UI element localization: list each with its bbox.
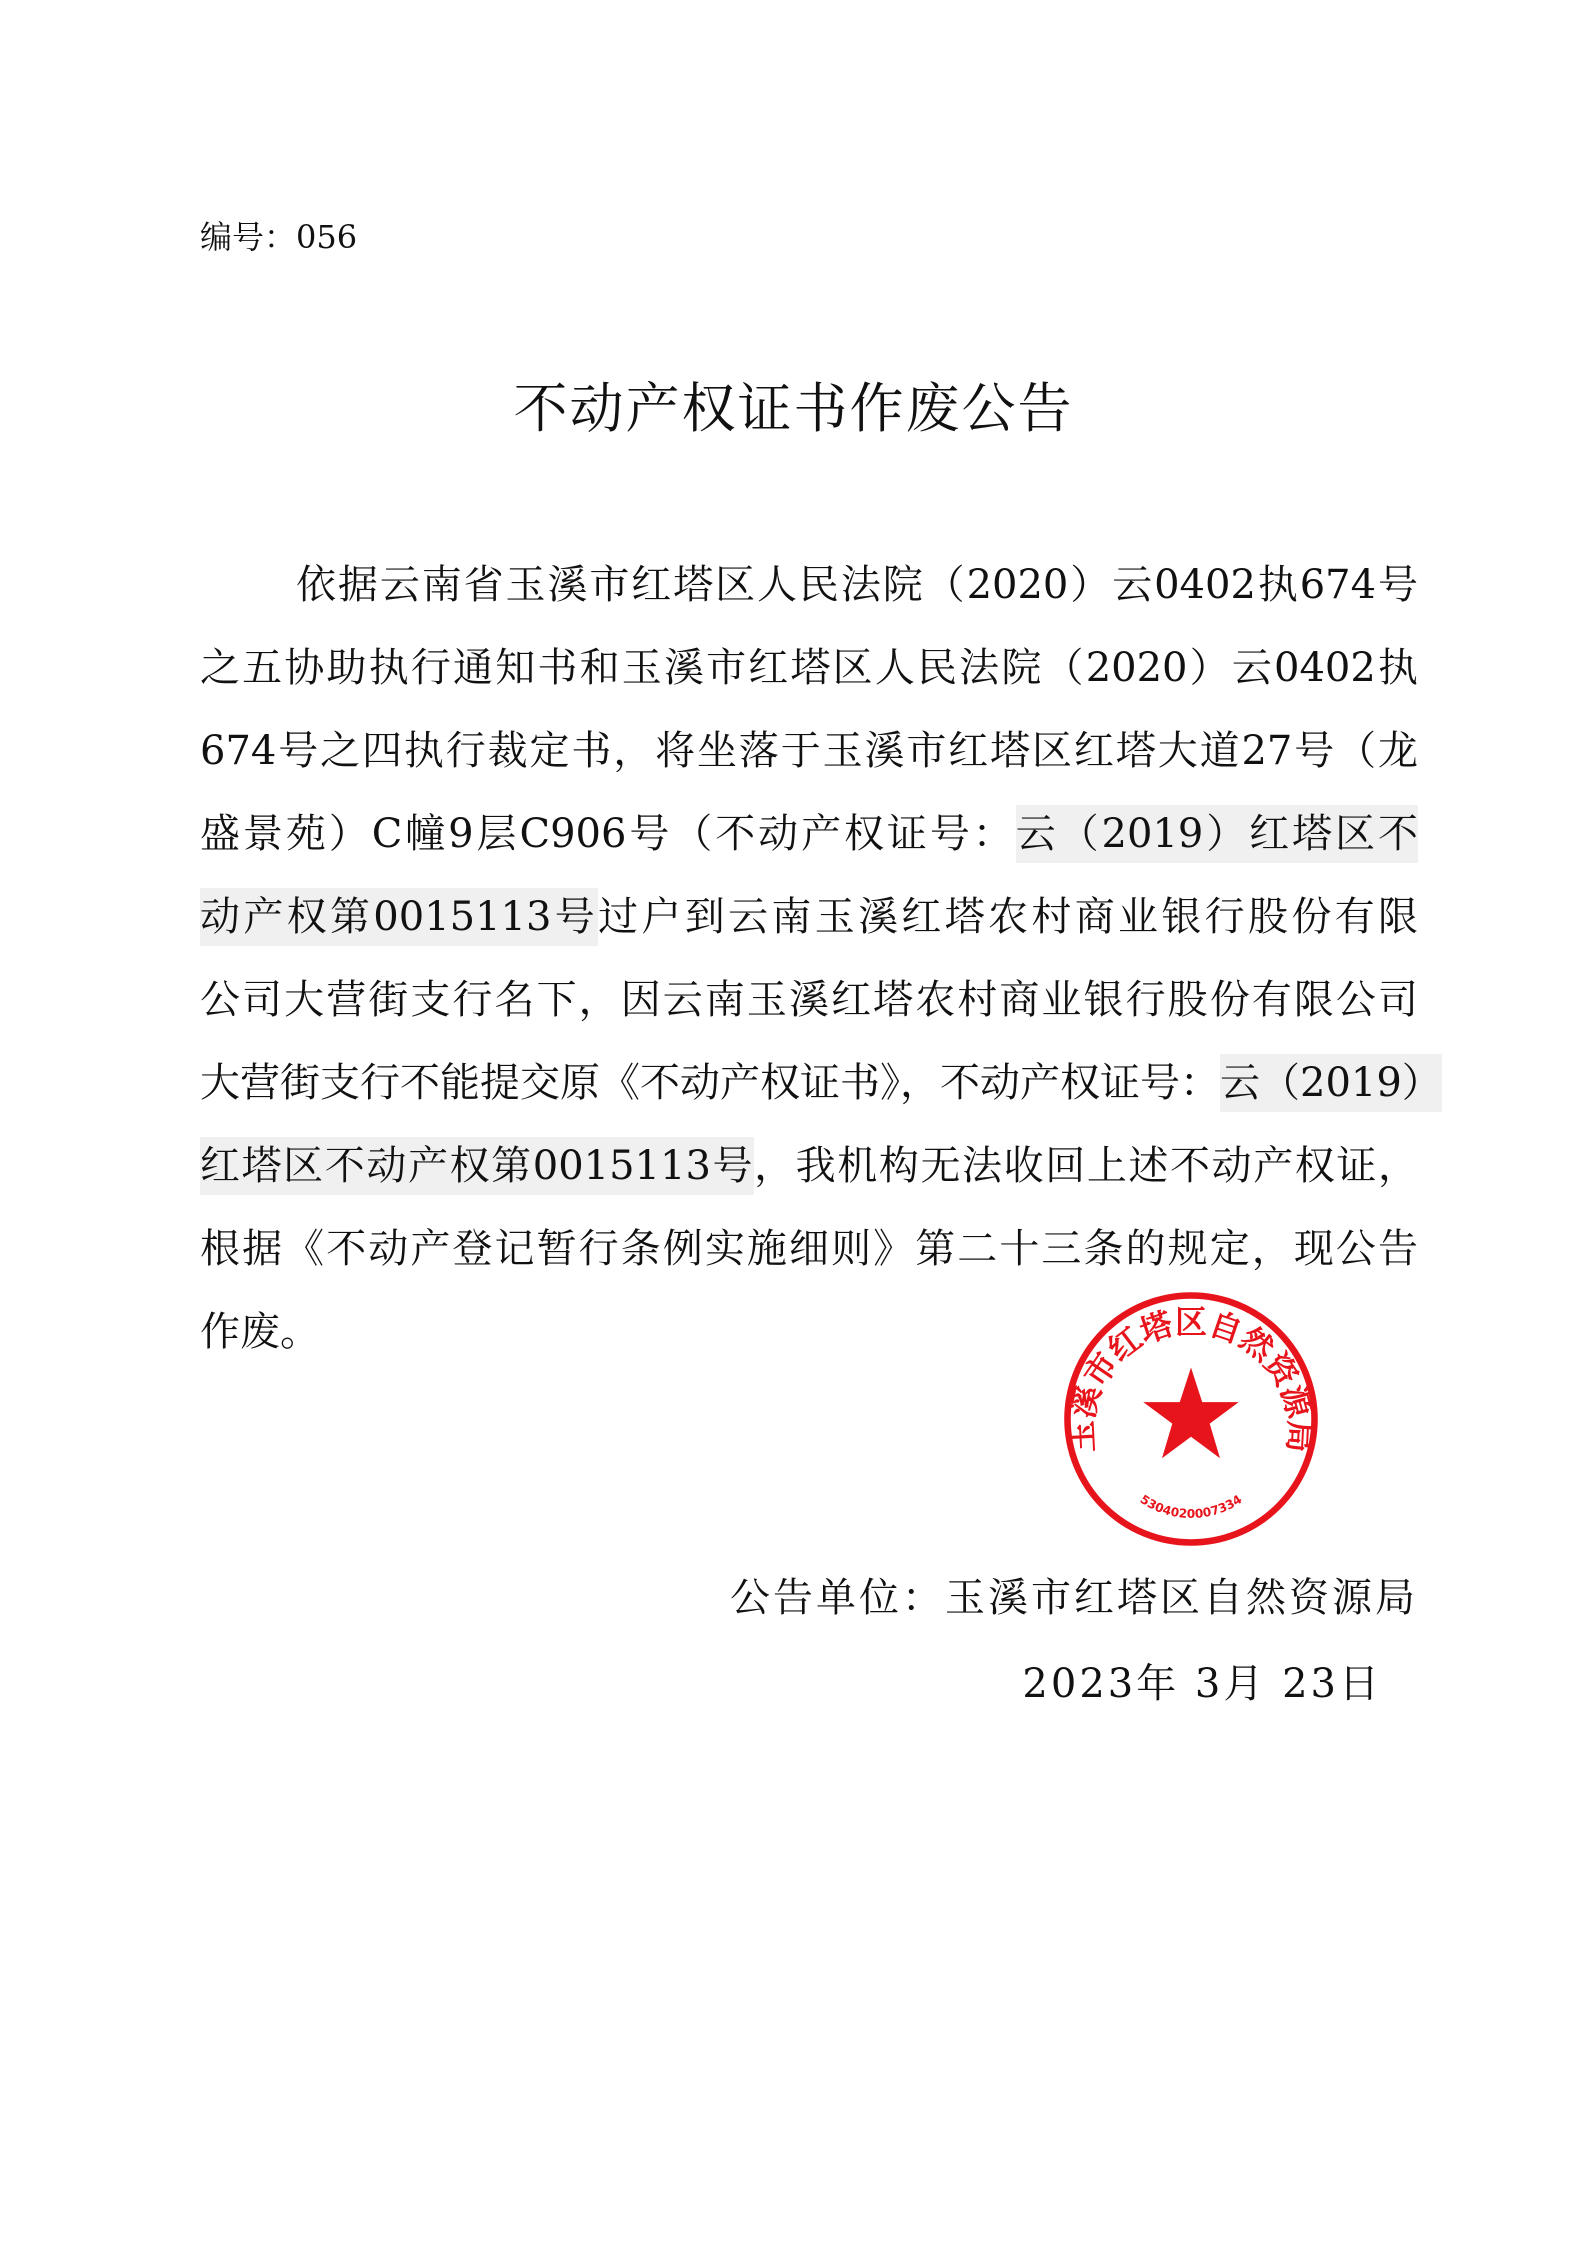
svg-text:玉溪市红塔区自然资源局: 玉溪市红塔区自然资源局 bbox=[1062, 1302, 1320, 1454]
body-text: 作废。 bbox=[200, 1309, 320, 1355]
certificate-number-highlight: 云（2019）红塔区不 bbox=[1016, 805, 1418, 863]
body-text: 大营街支行不能提交原《不动产权证书》，不动产权证号： bbox=[200, 1060, 1220, 1106]
body-text: 盛景苑）C幢9层C906号（不动产权证号： bbox=[200, 811, 1016, 857]
body-line bbox=[200, 1058, 1442, 1141]
page-title: 不动产权证书作废公告 bbox=[513, 377, 1074, 440]
document-number: 编号：056 bbox=[200, 218, 358, 256]
body-line bbox=[200, 560, 1418, 643]
certificate-number-highlight: 红塔区不动产权第0015113号 bbox=[200, 1137, 754, 1195]
body-text: 公司大营街支行名下，因云南玉溪红塔农村商业银行股份有限公司 bbox=[200, 977, 1418, 1023]
official-seal-icon bbox=[1060, 1288, 1322, 1550]
body-line bbox=[200, 1141, 1418, 1224]
issue-date: 2023年 3月 23日 bbox=[1022, 1661, 1382, 1707]
body-line bbox=[200, 809, 1418, 892]
svg-text:5304020007334: 5304020007334 bbox=[1137, 1492, 1245, 1521]
body-line bbox=[200, 892, 1418, 975]
notice-body bbox=[200, 560, 1442, 1390]
body-text: ，我机构无法收回上述不动产权证， bbox=[754, 1143, 1418, 1189]
body-line bbox=[200, 643, 1418, 726]
issuing-unit: 公告单位：玉溪市红塔区自然资源局 bbox=[730, 1575, 1418, 1621]
body-text: 依据云南省玉溪市红塔区人民法院（2020）云0402执674号 bbox=[296, 562, 1418, 608]
body-text: 674号之四执行裁定书，将坐落于玉溪市红塔区红塔大道27号（龙 bbox=[200, 728, 1418, 774]
certificate-number-highlight: 云（2019） bbox=[1220, 1054, 1442, 1112]
body-text: 根据《不动产登记暂行条例实施细则》第二十三条的规定，现公告 bbox=[200, 1226, 1418, 1272]
certificate-number-highlight: 动产权第0015113号 bbox=[200, 888, 598, 946]
body-line bbox=[200, 726, 1418, 809]
body-line bbox=[200, 975, 1418, 1058]
body-text: 之五协助执行通知书和玉溪市红塔区人民法院（2020）云0402执 bbox=[200, 645, 1418, 691]
body-text: 过户到云南玉溪红塔农村商业银行股份有限 bbox=[598, 894, 1418, 940]
